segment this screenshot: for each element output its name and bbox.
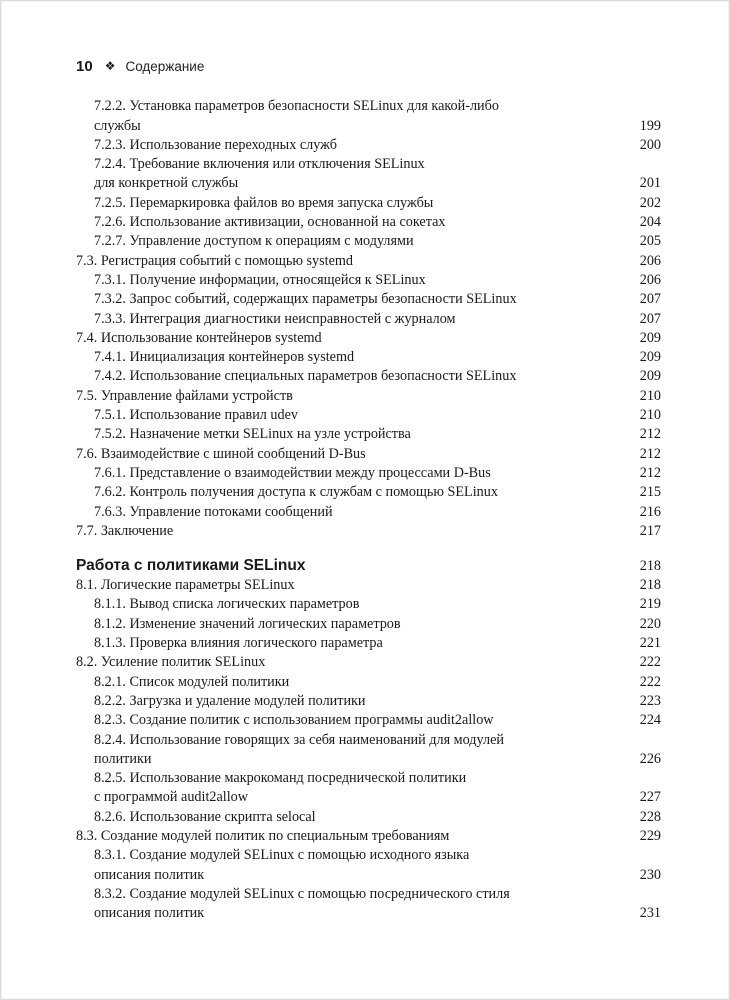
dot-leader <box>384 646 638 647</box>
toc-page-number: 216 <box>639 503 661 520</box>
toc-entry-title: описания политик <box>94 866 205 883</box>
dot-leader <box>306 569 638 570</box>
toc-entry-title: 7.2.6. Использование активизации, основанной на сокетах <box>94 214 446 231</box>
toc-entry-title: 8.1.3. Проверка влияния логического параметра <box>94 635 383 652</box>
toc-entry-title: описания политик <box>94 905 205 922</box>
toc-page-number: 212 <box>639 445 661 462</box>
toc-entry <box>76 368 661 387</box>
toc-entry <box>76 847 661 866</box>
dot-leader <box>239 186 638 187</box>
table-of-contents <box>76 98 661 924</box>
toc-entry-title: 7.2.5. Перемаркировка файлов во время запуска службы <box>94 194 434 211</box>
toc-page-number: 200 <box>639 136 661 153</box>
toc-entry <box>76 770 661 789</box>
dot-leader <box>355 360 638 361</box>
dot-leader <box>499 495 638 496</box>
toc-entry-title: политики <box>94 750 152 767</box>
dot-leader <box>142 129 638 130</box>
toc-entry <box>76 523 661 542</box>
ornament-icon: ❖ <box>104 59 116 73</box>
page-number: 10 <box>76 58 93 75</box>
toc-entry <box>76 828 661 847</box>
toc-page-number: 215 <box>639 484 661 501</box>
dot-leader <box>299 418 638 419</box>
dot-leader <box>334 515 638 516</box>
toc-entry-title: 8.2.4. Использование говорящих за себя наименований для модулей <box>94 731 504 748</box>
toc-entry <box>76 252 661 271</box>
toc-entry <box>76 789 661 808</box>
toc-page-number: 229 <box>639 827 661 844</box>
toc-entry-title: 7.2.7. Управление доступом к операциям с модулями <box>94 233 414 250</box>
toc-page-number: 205 <box>639 233 661 250</box>
toc-entry-title: с программой audit2allow <box>94 789 249 806</box>
dot-leader <box>205 878 638 879</box>
toc-entry <box>76 310 661 329</box>
toc-page-number: 218 <box>639 577 661 594</box>
dot-leader <box>249 800 638 801</box>
toc-entry <box>76 387 661 406</box>
toc-entry <box>76 905 661 924</box>
dot-leader <box>367 457 638 458</box>
toc-entry-title: 7.6.2. Контроль получения доступа к службам с помощью SELinux <box>94 484 498 501</box>
toc-page-number: 209 <box>639 329 661 346</box>
toc-page-number: 226 <box>639 750 661 767</box>
toc-entry-title: 7.5. Управление файлами устройств <box>76 387 293 404</box>
toc-entry <box>76 635 661 654</box>
toc-entry-title: 7.4.1. Инициализация контейнеров systemd <box>94 349 355 366</box>
toc-entry <box>76 291 661 310</box>
toc-entry <box>76 503 661 522</box>
toc-page-number: 206 <box>639 252 661 269</box>
toc-page-number: 212 <box>639 464 661 481</box>
dot-leader <box>518 302 638 303</box>
dot-leader <box>360 607 638 608</box>
toc-entry <box>76 407 661 426</box>
toc-entry-title: 7.3.2. Запрос событий, содержащих параметры безопасности SELinux <box>94 291 517 308</box>
toc-page-number: 204 <box>639 214 661 231</box>
toc-chapter-heading <box>76 552 661 577</box>
toc-entry <box>76 233 661 252</box>
toc-entry <box>76 194 661 213</box>
toc-entry-title: 8.2.2. Загрузка и удаление модулей политики <box>94 692 366 709</box>
dot-leader <box>205 916 638 917</box>
toc-entry <box>76 712 661 731</box>
toc-entry-title: 7.3. Регистрация событий с помощью systemd <box>76 252 354 269</box>
toc-entry-title: 7.5.2. Назначение метки SELinux на узле устройства <box>94 426 411 443</box>
dot-leader <box>415 244 638 245</box>
toc-entry <box>76 673 661 692</box>
toc-page-number: 223 <box>639 692 661 709</box>
toc-entry-title: 8.2.3. Создание политик с использованием программы audit2allow <box>94 712 494 729</box>
toc-entry-title: 7.4. Использование контейнеров systemd <box>76 329 322 346</box>
toc-entry <box>76 330 661 349</box>
toc-page-number: 201 <box>639 175 661 192</box>
toc-page-number: 209 <box>639 349 661 366</box>
toc-entry-title: 8.1.1. Вывод списка логических параметров <box>94 596 360 613</box>
toc-entry <box>76 808 661 827</box>
toc-entry <box>76 98 661 117</box>
toc-entry-title: 7.4.2. Использование специальных параметров безопасности SELinux <box>94 368 517 385</box>
toc-entry-title: 7.6.3. Управление потоками сообщений <box>94 503 333 520</box>
dot-leader <box>367 704 638 705</box>
toc-page-number: 222 <box>639 654 661 671</box>
toc-page-number: 202 <box>639 194 661 211</box>
toc-page-number: 219 <box>639 596 661 613</box>
dot-leader <box>446 225 638 226</box>
toc-entry-title: 7.3.1. Получение информации, относящейся к SELinux <box>94 271 426 288</box>
toc-entry-title: 8.3.1. Создание модулей SELinux с помощью исходного языка <box>94 847 470 864</box>
toc-entry-title: 7.2.3. Использование переходных служб <box>94 136 337 153</box>
toc-entry <box>76 349 661 368</box>
toc-page-number: 207 <box>639 291 661 308</box>
dot-leader <box>152 762 638 763</box>
dot-leader <box>434 206 638 207</box>
toc-page-number: 227 <box>639 789 661 806</box>
toc-entry-title: 7.2.4. Требование включения или отключения SELinux <box>94 156 425 173</box>
toc-entry <box>76 156 661 175</box>
toc-page-number: 220 <box>639 615 661 632</box>
toc-entry <box>76 484 661 503</box>
dot-leader <box>492 476 638 477</box>
toc-entry-title: 8.1.2. Изменение значений логических параметров <box>94 615 401 632</box>
running-header <box>76 58 204 75</box>
toc-entry-title: службы <box>94 117 141 134</box>
toc-page-number: 199 <box>639 117 661 134</box>
toc-entry-title: 7.5.1. Использование правил udev <box>94 407 298 424</box>
toc-page-number: 231 <box>639 905 661 922</box>
toc-page-number: 230 <box>639 866 661 883</box>
toc-entry <box>76 117 661 136</box>
toc-entry <box>76 693 661 712</box>
dot-leader <box>402 627 638 628</box>
toc-entry <box>76 751 661 770</box>
toc-entry <box>76 445 661 464</box>
section-title: Содержание <box>125 59 205 74</box>
toc-entry <box>76 577 661 596</box>
toc-page-number: 222 <box>639 673 661 690</box>
toc-entry-title: 8.3.2. Создание модулей SELinux с помощью посреднического стиля <box>94 885 510 902</box>
toc-entry <box>76 272 661 291</box>
toc-entry-title: 7.3.3. Интеграция диагностики неисправностей с журналом <box>94 310 456 327</box>
toc-page-number: 207 <box>639 310 661 327</box>
toc-entry-title: 8.2.1. Список модулей политики <box>94 673 290 690</box>
toc-entry-title: 8.2.5. Использование макрокоманд посреднической политики <box>94 770 467 787</box>
dot-leader <box>457 322 638 323</box>
dot-leader <box>338 148 638 149</box>
toc-entry-title: Работа с политиками SELinux <box>76 556 306 574</box>
dot-leader <box>296 588 638 589</box>
toc-entry-title: 7.6.1. Представление о взаимодействии между процессами D-Bus <box>94 464 491 481</box>
toc-entry-title: 8.1. Логические параметры SELinux <box>76 577 295 594</box>
dot-leader <box>294 399 638 400</box>
dot-leader <box>412 437 638 438</box>
toc-entry-title: 7.2.2. Установка параметров безопасности SELinux для какой-либо <box>94 98 499 115</box>
dot-leader <box>450 839 638 840</box>
toc-page-number: 209 <box>639 368 661 385</box>
dot-leader <box>427 283 638 284</box>
dot-leader <box>290 685 638 686</box>
toc-entry <box>76 426 661 445</box>
toc-page-number: 221 <box>639 635 661 652</box>
toc-entry <box>76 886 661 905</box>
dot-leader <box>317 820 638 821</box>
toc-entry-title: для конкретной службы <box>94 175 239 192</box>
toc-entry <box>76 175 661 194</box>
toc-entry-title: 7.6. Взаимодействие с шиной сообщений D-Bus <box>76 445 366 462</box>
toc-entry <box>76 866 661 885</box>
toc-entry <box>76 654 661 673</box>
toc-entry <box>76 137 661 156</box>
toc-page-number: 228 <box>639 808 661 825</box>
dot-leader <box>174 534 638 535</box>
dot-leader <box>266 665 638 666</box>
toc-entry-title: 8.2. Усиление политик SELinux <box>76 654 266 671</box>
toc-entry-title: 8.3. Создание модулей политик по специальным требованиям <box>76 827 450 844</box>
toc-entry <box>76 214 661 233</box>
toc-entry <box>76 465 661 484</box>
dot-leader <box>495 723 638 724</box>
toc-entry <box>76 615 661 634</box>
toc-page-number: 217 <box>639 522 661 539</box>
dot-leader <box>354 264 638 265</box>
toc-entry <box>76 731 661 750</box>
toc-page-number: 210 <box>639 407 661 424</box>
toc-entry-title: 7.7. Заключение <box>76 522 174 539</box>
toc-page-number: 224 <box>639 712 661 729</box>
dot-leader <box>517 379 638 380</box>
toc-page-number: 212 <box>639 426 661 443</box>
toc-page-number: 206 <box>639 271 661 288</box>
dot-leader <box>323 341 638 342</box>
toc-entry-title: 8.2.6. Использование скрипта selocal <box>94 808 316 825</box>
toc-entry <box>76 596 661 615</box>
toc-page-number: 218 <box>639 557 661 574</box>
toc-page-number: 210 <box>639 387 661 404</box>
